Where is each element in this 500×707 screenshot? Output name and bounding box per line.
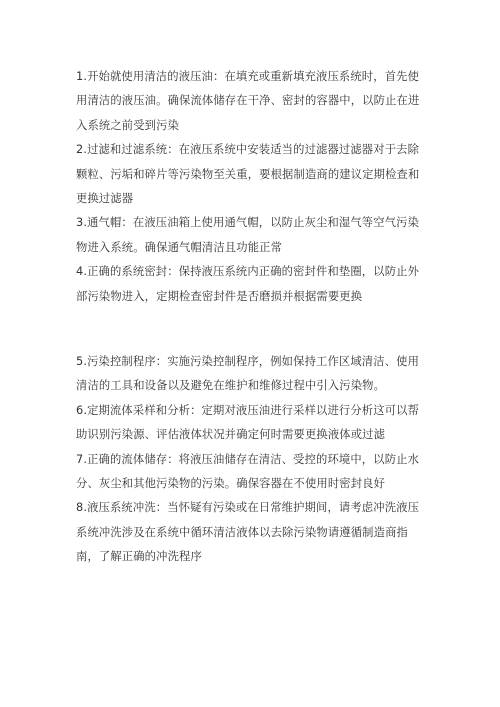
paragraph-fresh-fluid: 1.开始就使用清洁的液压油：在填充或重新填充液压系统时，首先使用清洁的液压油。确保流体储存在干净、密封的容器中，以防止在进入系统之前受到污染	[76, 70, 420, 132]
paragraph-fluid-sampling: 6.定期流体采样和分析：定期对液压油进行采样以进行分析这可以帮助识别污染源、评估液体状况并确定何时需要更换液体或过滤	[76, 403, 420, 442]
text-section-1	[76, 65, 428, 309]
paragraph-seals: 4.正确的系统密封：保持液压系统内正确的密封件和垫圈，以防止外部污染物进入，定期检查密封件是否磨损并根据需要更换	[76, 265, 420, 303]
text-section-2	[76, 350, 428, 570]
paragraph-system-flushing: 8.液压系统冲洗：当怀疑有污染或在日常维护期间，请考虑冲洗液压系统冲洗涉及在系统中循环清洁液体以去除污染物请遵循制造商指南，了解正确的冲洗程序	[76, 501, 420, 564]
paragraph-breather-cap: 3.通气帽：在液压油箱上使用通气帽，以防止灰尘和湿气等空气污染物进入系统。确保通气帽清洁且功能正常	[76, 216, 420, 254]
paragraph-fluid-storage: 7.正确的流体储存：将液压油储存在清洁、受控的环境中，以防止水分、灰尘和其他污染物的污染。确保容器在不使用时密封良好	[76, 452, 420, 491]
paragraph-contamination-control: 5.污染控制程序：实施污染控制程序，例如保持工作区域清洁、使用清洁的工具和设备以及避免在维护和维修过程中引入污染物。	[76, 355, 420, 393]
paragraph-filtration: 2.过滤和过滤系统：在液压系统中安装适当的过滤器过滤器对于去除颗粒、污垢和碎片等污染物至关重，要根据制造商的建议定期检查和更换过滤器	[76, 143, 420, 206]
